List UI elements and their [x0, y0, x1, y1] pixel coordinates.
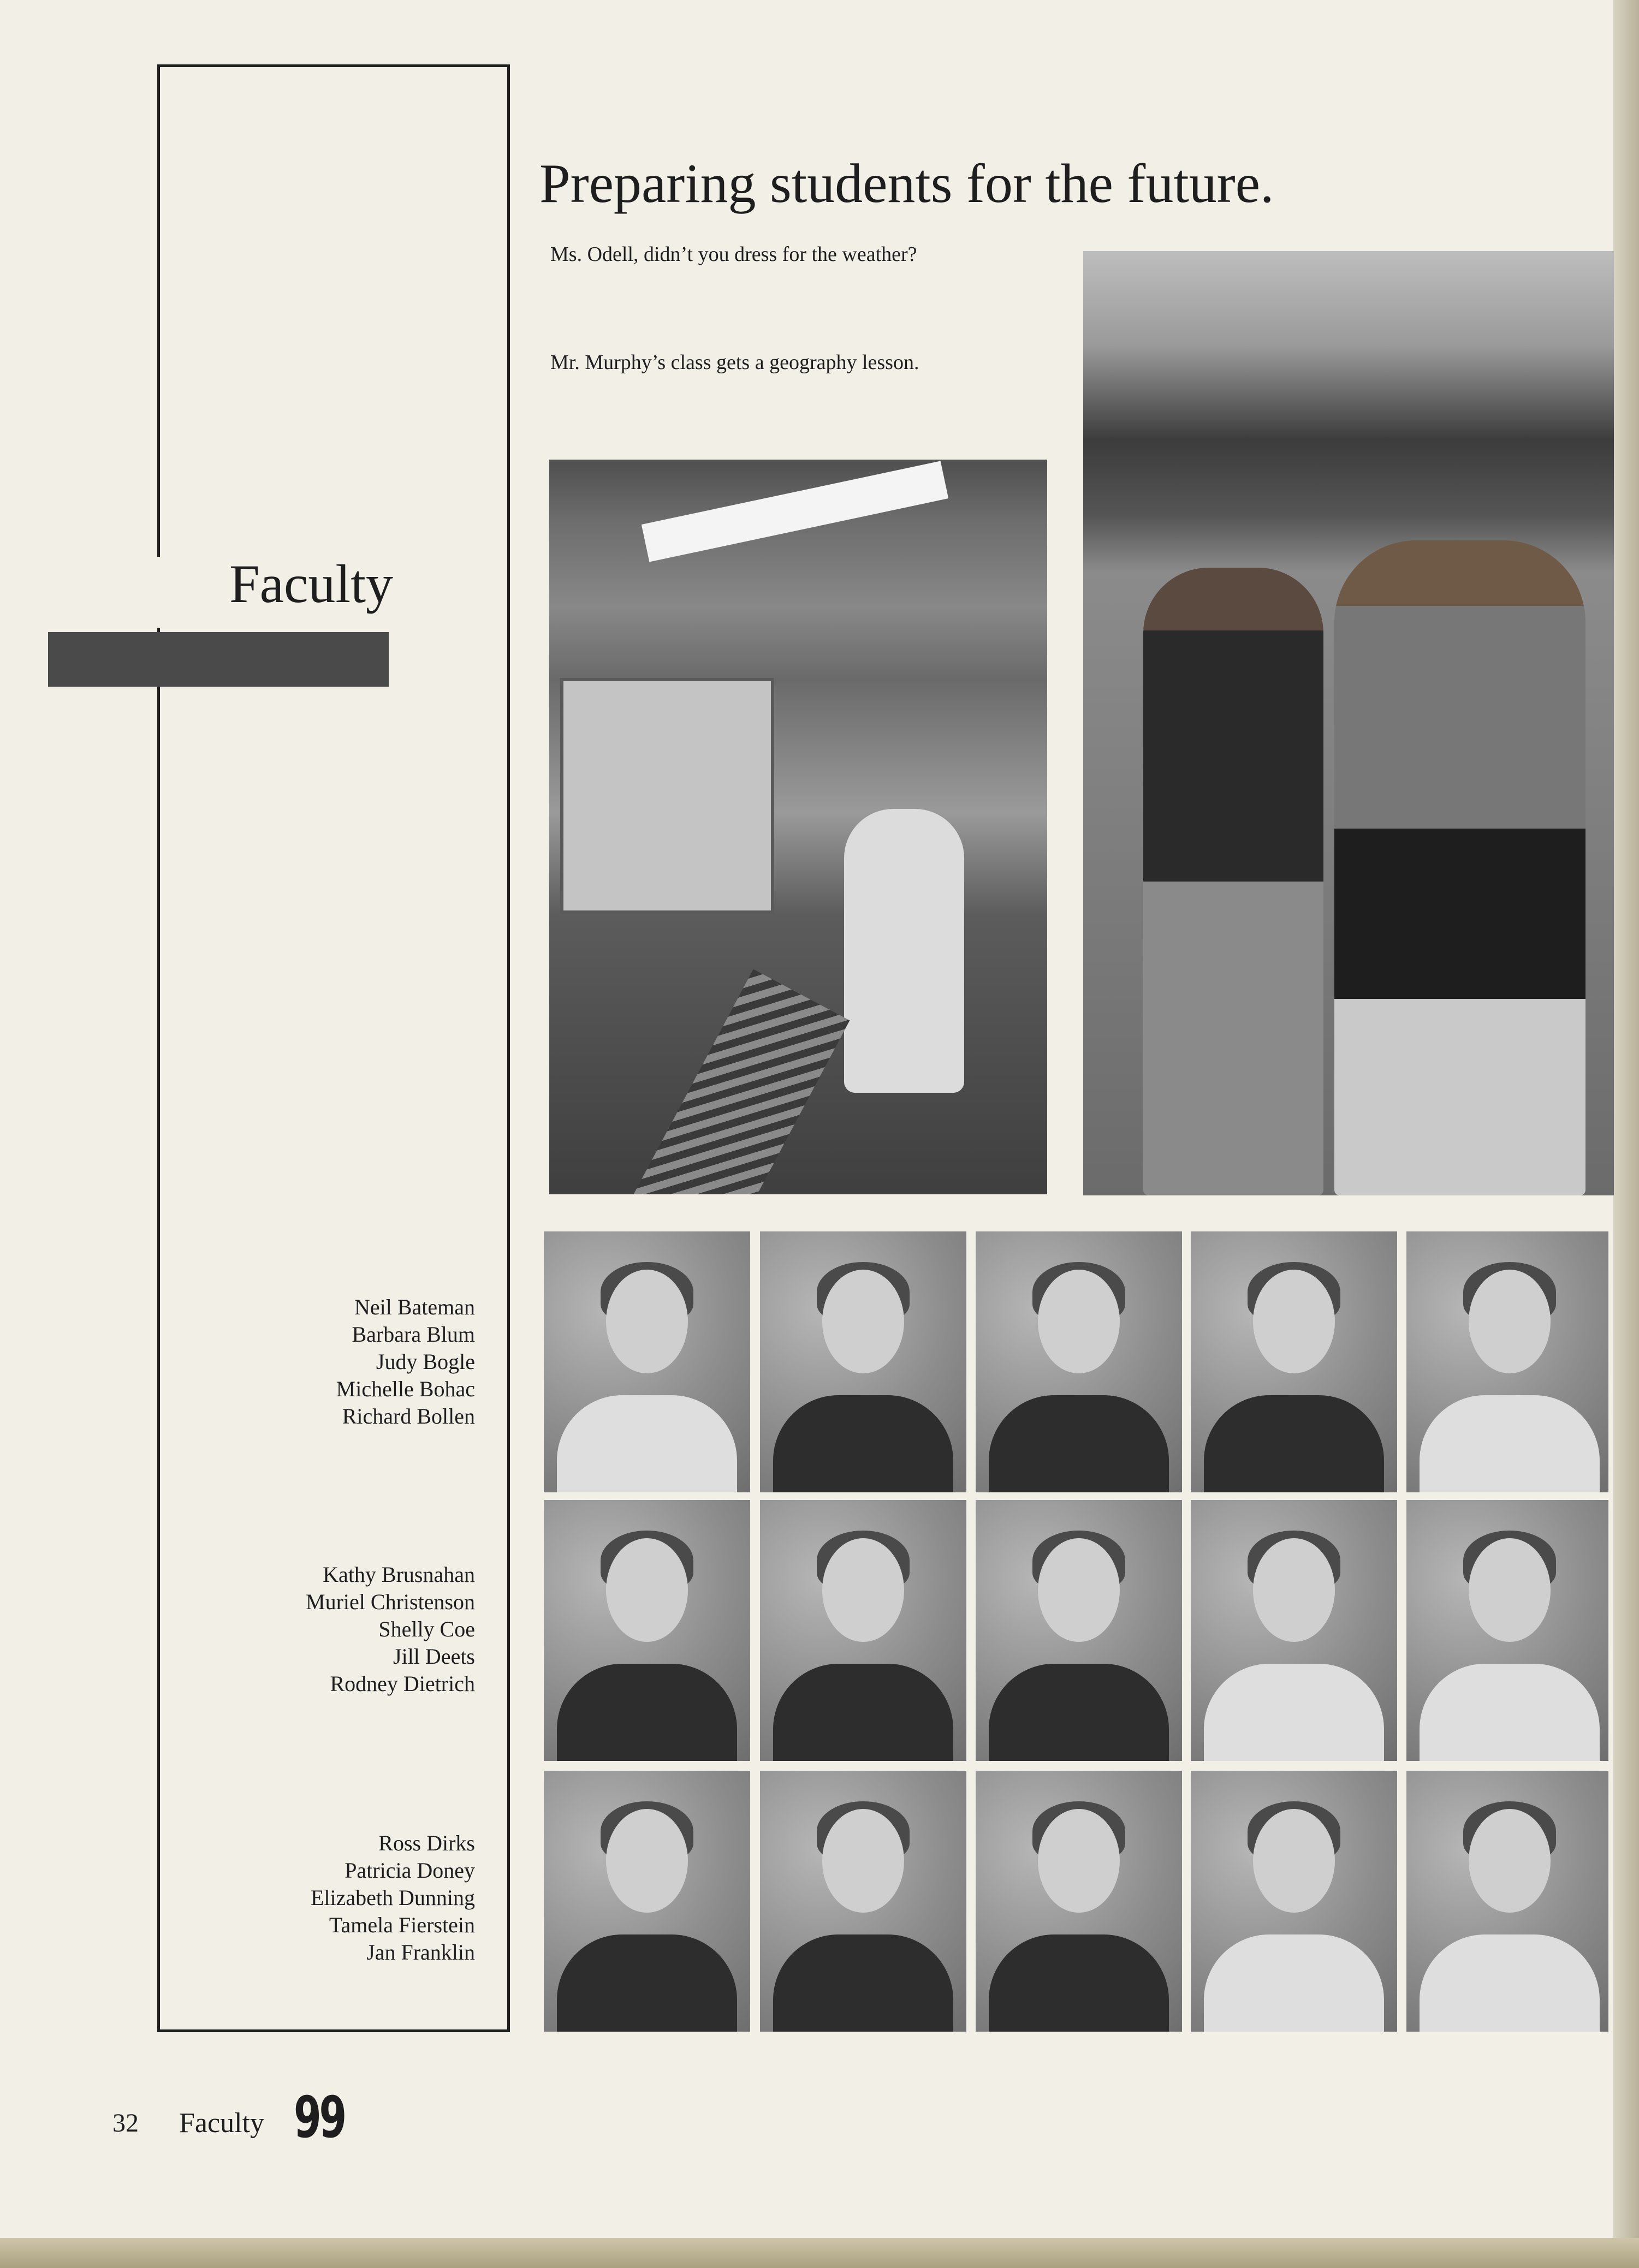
faculty-portrait	[1406, 1231, 1608, 1492]
faculty-portrait	[760, 1771, 966, 2032]
section-bar	[48, 632, 389, 687]
page-headline: Preparing students for the future.	[539, 153, 1274, 215]
faculty-portrait	[976, 1771, 1182, 2032]
faculty-portrait	[1406, 1771, 1608, 2032]
outdoor-photo	[1083, 251, 1614, 1195]
faculty-name: Kathy Brusnahan	[323, 1562, 475, 1587]
faculty-name: Elizabeth Dunning	[310, 1885, 475, 1910]
faculty-names-row-3	[251, 1830, 475, 1966]
raised-arm	[620, 969, 850, 1194]
year-mark: 99	[294, 2084, 345, 2151]
faculty-portrait	[1191, 1231, 1397, 1492]
page-right-edge	[1613, 0, 1639, 2268]
ceiling-light	[642, 461, 948, 562]
faculty-portrait	[544, 1231, 750, 1492]
wall-map	[560, 678, 774, 914]
faculty-name: Jill Deets	[393, 1644, 475, 1669]
photo-caption: Ms. Odell, didn’t you dress for the weather?	[550, 243, 917, 266]
classroom-photo	[549, 460, 1047, 1194]
section-frame	[157, 64, 510, 2032]
faculty-name: Neil Bateman	[354, 1295, 475, 1319]
teacher-figure	[1334, 540, 1585, 1195]
faculty-portrait	[1406, 1500, 1608, 1761]
student-figure	[1143, 568, 1323, 1195]
faculty-name: Shelly Coe	[378, 1617, 475, 1641]
teacher-figure	[844, 809, 964, 1093]
page-bottom-edge	[0, 2238, 1639, 2268]
faculty-portrait	[1191, 1771, 1397, 2032]
photo-caption: Mr. Murphy’s class gets a geography lesson.	[550, 351, 919, 374]
footer-section-label: Faculty	[179, 2108, 264, 2139]
faculty-portrait	[1191, 1500, 1397, 1761]
frame-gap	[153, 557, 164, 628]
faculty-name: Jan Franklin	[366, 1940, 475, 1965]
faculty-name: Muriel Christenson	[306, 1590, 475, 1614]
faculty-portrait	[760, 1500, 966, 1761]
faculty-name: Rodney Dietrich	[330, 1671, 475, 1696]
faculty-name: Barbara Blum	[352, 1322, 475, 1347]
faculty-portrait	[976, 1231, 1182, 1492]
faculty-portrait	[760, 1231, 966, 1492]
faculty-name: Ross Dirks	[378, 1831, 475, 1855]
page-number: 32	[112, 2109, 139, 2138]
faculty-name: Patricia Doney	[345, 1858, 475, 1883]
faculty-names-row-2	[251, 1561, 475, 1698]
faculty-portrait	[544, 1771, 750, 2032]
faculty-name: Judy Bogle	[376, 1349, 475, 1374]
faculty-portrait	[544, 1500, 750, 1761]
section-title: Faculty	[229, 553, 393, 614]
faculty-name: Richard Bollen	[342, 1404, 475, 1428]
faculty-portrait	[976, 1500, 1182, 1761]
faculty-name: Tamela Fierstein	[329, 1913, 475, 1937]
faculty-names-row-1	[251, 1294, 475, 1430]
faculty-name: Michelle Bohac	[336, 1377, 475, 1401]
